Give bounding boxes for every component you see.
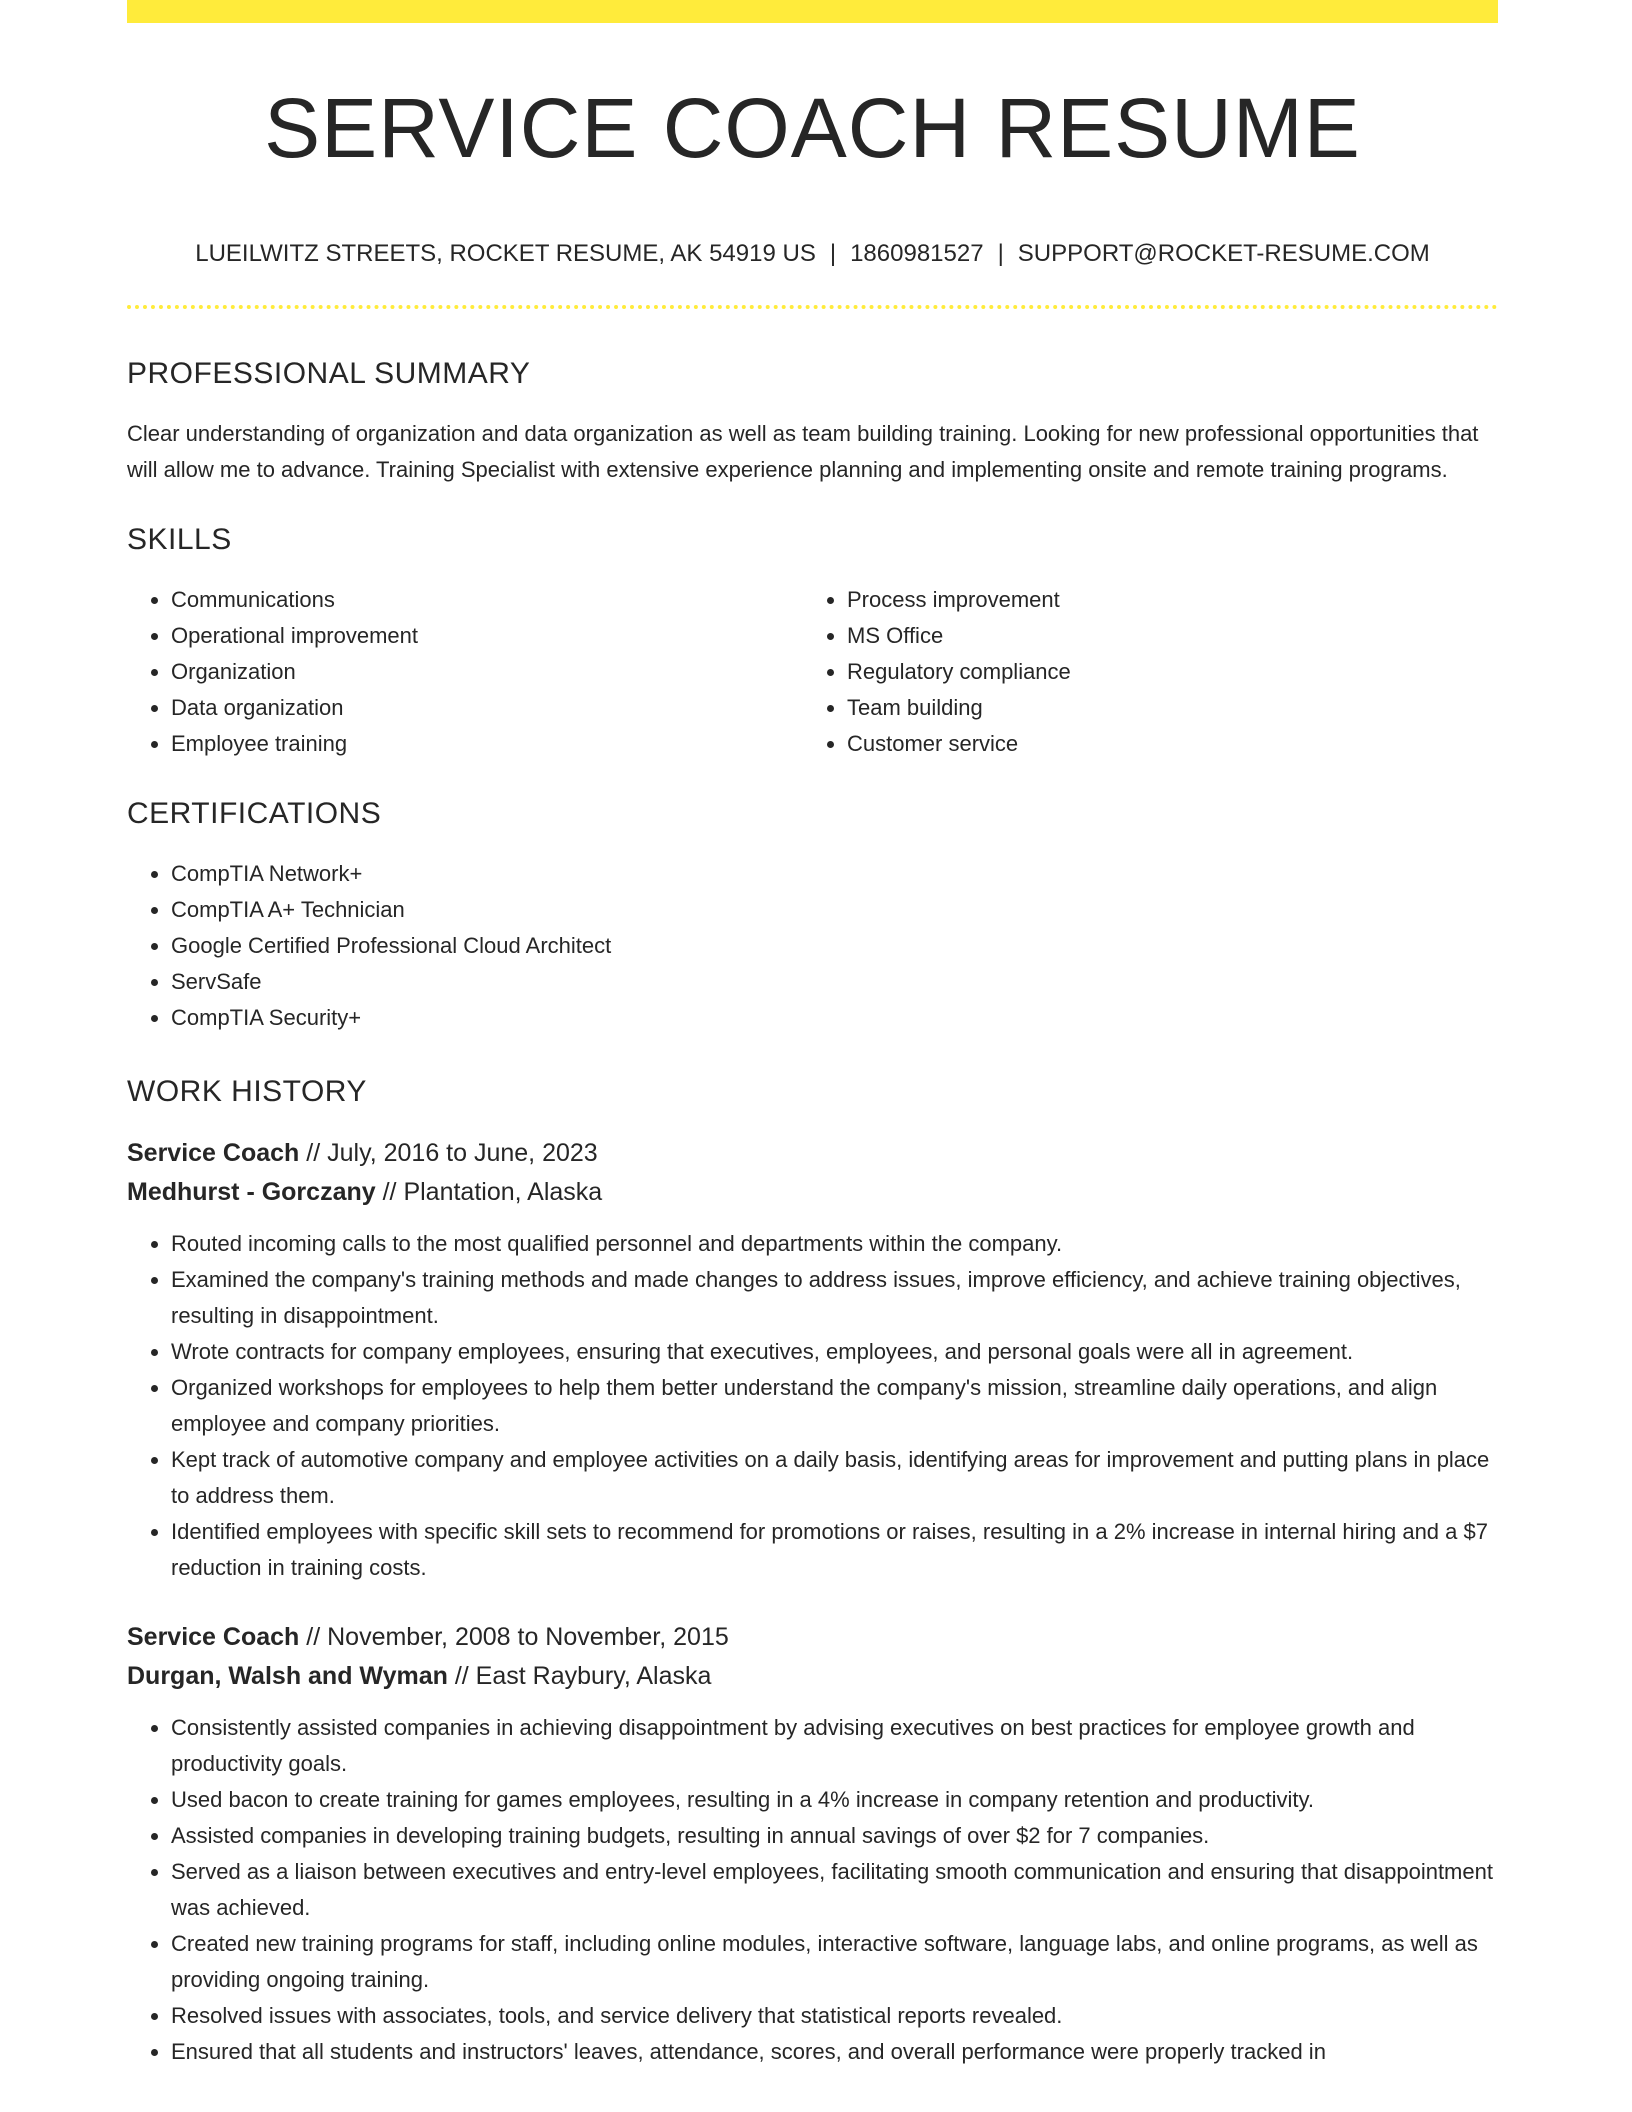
skill-item: • Regulatory compliance [847,654,1479,690]
certification-item: • CompTIA Security+ [171,1000,1498,1036]
certification-item: • ServSafe [171,964,1498,1000]
job-bullet: • Consistently assisted companies in achieving disappointment by advising executives on best practices for employee growth and productivity goals. [171,1710,1498,1782]
job-bullet: • Served as a liaison between executives and entry-level employees, facilitating smooth communication and ensuring that disappointment was achieved. [171,1854,1498,1926]
contact-line [127,236,1498,272]
job-company-line [127,1657,1498,1696]
resume-content [127,350,1498,2070]
job-dates: // November, 2008 to November, 2015 [306,1623,729,1651]
certification-item: • CompTIA A+ Technician [171,892,1498,928]
job-location: // Plantation, Alaska [382,1178,603,1206]
job-entry [127,1618,1498,2070]
skills-column-right [803,582,1479,762]
job-bullets [127,1710,1498,2070]
job-title: Service Coach [127,1139,300,1167]
skill-item: • Customer service [847,726,1479,762]
job-bullet: • Used bacon to create training for games employees, resulting in a 4% increase in company retention and productivity. [171,1782,1498,1818]
job-title: Service Coach [127,1623,300,1651]
contact-phone: 1860981527 [850,240,984,267]
skills-column-left [127,582,803,762]
job-bullet: • Created new training programs for staff, including online modules, interactive software, language labs, and online programs, as well as providing ongoing training. [171,1926,1498,1998]
skill-item: • Employee training [171,726,803,762]
certification-item: • CompTIA Network+ [171,856,1498,892]
skills-heading: SKILLS [127,523,232,556]
work-history-heading: WORK HISTORY [127,1075,367,1108]
skill-item: • Data organization [171,690,803,726]
contact-address: LUEILWITZ STREETS, ROCKET RESUME, AK 54919 US [195,240,816,267]
job-bullet: • Examined the company's training methods and made changes to address issues, improve efficiency, and achieve training objectives, resulting in disappointment. [171,1262,1498,1334]
skill-item: • Organization [171,654,803,690]
job-company: Medhurst - Gorczany [127,1178,376,1206]
skills-list [127,582,1498,762]
job-company-line [127,1173,1498,1212]
job-bullet: • Identified employees with specific skill sets to recommend for promotions or raises, resulting in a 2% increase in internal hiring and a $7 reduction in training costs. [171,1514,1498,1586]
job-company: Durgan, Walsh and Wyman [127,1662,448,1690]
certification-item: • Google Certified Professional Cloud Architect [171,928,1498,964]
job-title-line [127,1618,1498,1657]
job-bullet: • Assisted companies in developing training budgets, resulting in annual savings of over $2 for 7 companies. [171,1818,1498,1854]
contact-email: SUPPORT@ROCKET-RESUME.COM [1017,240,1430,267]
summary-text: Clear understanding of organization and data organization as well as team building training. Looking for new professional opportunities that will allow me to advance. Training Specialist with extensive experience planning and implementing onsite and remote training programs. [127,421,1479,482]
skill-item: • Process improvement [847,582,1479,618]
contact-separator: | [997,240,1004,267]
job-dates: // July, 2016 to June, 2023 [306,1139,598,1167]
job-bullet: • Kept track of automotive company and employee activities on a daily basis, identifying areas for improvement and putting plans in place to address them. [171,1442,1498,1514]
job-bullet: • Resolved issues with associates, tools, and service delivery that statistical reports revealed. [171,1998,1498,2034]
certifications-list [127,856,1498,1036]
job-bullet: • Organized workshops for employees to help them better understand the company's mission, streamline daily operations, and align employee and company priorities. [171,1370,1498,1442]
job-entry [127,1134,1498,1586]
summary-heading: PROFESSIONAL SUMMARY [127,357,531,390]
accent-top-bar [127,0,1498,23]
job-bullet: • Routed incoming calls to the most qualified personnel and departments within the company. [171,1226,1498,1262]
skill-item: • Communications [171,582,803,618]
contact-separator: | [829,240,837,267]
job-bullets [127,1226,1498,1586]
skill-item: • Team building [847,690,1479,726]
dotted-divider [127,305,1498,309]
resume-title: SERVICE COACH RESUME [264,81,1361,175]
job-location: // East Raybury, Alaska [454,1662,712,1690]
skill-item: • Operational improvement [171,618,803,654]
skill-item: • MS Office [847,618,1479,654]
certifications-heading: CERTIFICATIONS [127,797,382,830]
job-bullet: • Ensured that all students and instructors' leaves, attendance, scores, and overall performance were properly tracked in [171,2034,1498,2070]
job-title-line [127,1134,1498,1173]
job-bullet: • Wrote contracts for company employees, ensuring that executives, employees, and personal goals were all in agreement. [171,1334,1498,1370]
